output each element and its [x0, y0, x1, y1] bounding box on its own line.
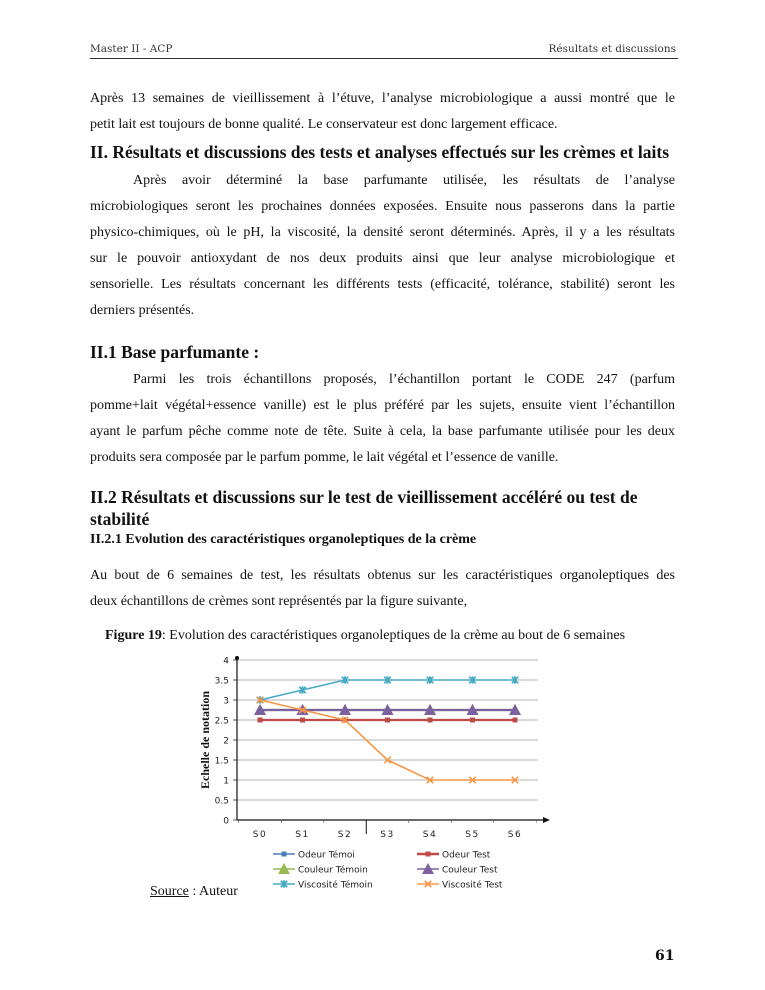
text-line: Après 13 semaines de vieillissement à l’étuve, l’analyse microbiologique a aussi montré que le: [90, 91, 675, 106]
section-heading: II. Résultats et discussions des tests et analyses effectués sur les crèmes et laits: [90, 142, 670, 162]
series-odeur-test: [258, 718, 518, 723]
data-point: [470, 718, 475, 723]
line-chart: [195, 650, 555, 895]
page-header: [90, 42, 678, 59]
x-tick-label: S3: [380, 830, 395, 840]
text-line: sur le pouvoir antioxydant de nos deux produits ainsi que leur analyse microbiologique et: [90, 251, 675, 266]
legend-item: [273, 880, 373, 891]
text-line: physico-chimiques, où le pH, la viscosité, la densité seront déterminés. Après, il y a les résultats: [90, 225, 675, 240]
figure-caption-text: : Evolution des caractéristiques organoleptiques de la crème au bout de 6 semaines: [161, 628, 626, 643]
y-tick-label: 0.5: [214, 796, 229, 807]
y-tick-label: 2: [223, 736, 229, 747]
legend-label: Odeur Test: [442, 850, 491, 861]
legend-marker: [426, 852, 431, 857]
y-tick-labels: [215, 657, 230, 827]
x-tick-label: S5: [465, 830, 480, 840]
legend-item: [273, 863, 368, 876]
y-tick-label: 4: [223, 656, 229, 667]
source-value: : Auteur: [188, 884, 238, 899]
x-tick-label: S0: [252, 830, 268, 840]
axes: [233, 656, 550, 834]
legend-item: [273, 850, 355, 861]
legend-item: [417, 880, 503, 891]
x-tick-label: S1: [295, 830, 310, 840]
header-right: Résultats et discussions: [548, 43, 676, 55]
x-tick-label: S2: [337, 830, 353, 840]
y-axis-label: Echelle de notation: [198, 691, 212, 789]
legend-item: [417, 851, 491, 861]
figure-label: Figure 19: [105, 628, 162, 643]
series-viscosit-t-moin: [257, 676, 518, 703]
y-tick-label: 3.5: [214, 676, 229, 687]
text-line: microbiologiques seront les prochaines données exposées. Ensuite nous passerons dans la partie: [90, 199, 675, 214]
legend-label: Couleur Test: [442, 865, 498, 876]
legend-label: Viscosité Test: [442, 880, 503, 891]
x-tick-labels: [253, 830, 522, 840]
legend-label: Couleur Témoin: [298, 865, 368, 876]
text-line: produits sera composée par le parfum pomme, le lait végétal et l’essence de vanille.: [90, 450, 559, 465]
subsection-heading: II.1 Base parfumante :: [90, 342, 260, 362]
data-point: [385, 718, 390, 723]
y-tick-label: 0: [223, 816, 229, 827]
x-tick-label: S4: [422, 830, 438, 840]
heading-line: stabilité: [90, 509, 150, 529]
text-line: Parmi les trois échantillons proposés, l’échantillon portant le CODE 247 (parfum: [133, 372, 675, 387]
legend-marker: [282, 852, 287, 857]
data-point: [300, 718, 305, 723]
figure-caption: [105, 628, 625, 644]
heading-line: II.2 Résultats et discussions sur le test de vieillissement accéléré ou test de: [90, 487, 638, 507]
section22-paragraph: [90, 563, 675, 615]
x-tick-label: S6: [507, 830, 523, 840]
section21-paragraph: [90, 367, 675, 471]
data-point: [513, 718, 518, 723]
y-axis-arrow: [235, 656, 239, 660]
text-line: petit lait est toujours de bonne qualité. Le conservateur est donc largement efficace.: [90, 117, 558, 132]
intro-paragraph: [90, 86, 675, 138]
text-line: Au bout de 6 semaines de test, les résultats obtenus sur les caractéristiques organoleptiques des: [90, 568, 675, 583]
legend: [273, 850, 503, 891]
legend-label: Odeur Témoi: [298, 850, 355, 861]
source-label: Source: [150, 884, 189, 899]
legend-item: [417, 863, 498, 876]
text-line: deux échantillons de crèmes sont représentés par la figure suivante,: [90, 594, 468, 609]
data-point: [428, 718, 433, 723]
header-left: Master II - ACP: [90, 43, 173, 55]
y-tick-label: 1.5: [214, 756, 229, 767]
section2-paragraph: [90, 168, 675, 324]
text-line: derniers présentés.: [90, 303, 195, 318]
subsection-heading: [90, 486, 680, 530]
source-note: [150, 884, 238, 900]
text-line: pomme+lait végétal+essence vanille) est le plus préféré par les sujets, ensuite vient l’échantillon: [90, 398, 675, 413]
sub-subsection-heading: II.2.1 Evolution des caractéristiques organoleptiques de la crème: [90, 532, 477, 547]
text-line: ayant le parfum pêche comme note de tête. Suite à cela, la base parfumante utilisée pour les deux: [90, 424, 675, 439]
text-line: sensorielle. Les résultats concernant les différents tests (efficacité, tolérance, stabilité) seront les: [90, 277, 675, 292]
y-tick-label: 2.5: [214, 716, 229, 727]
text-line: Après avoir déterminé la base parfumante utilisée, les résultats de l’analyse: [133, 173, 675, 188]
series-group: [254, 676, 521, 783]
x-axis-arrow: [543, 817, 550, 823]
y-tick-label: 1: [223, 776, 229, 787]
data-point: [258, 718, 263, 723]
series-couleur-test: [254, 704, 521, 715]
y-tick-label: 3: [223, 696, 229, 707]
page-number: 61: [655, 948, 675, 964]
legend-label: Viscosité Témoin: [298, 880, 373, 891]
